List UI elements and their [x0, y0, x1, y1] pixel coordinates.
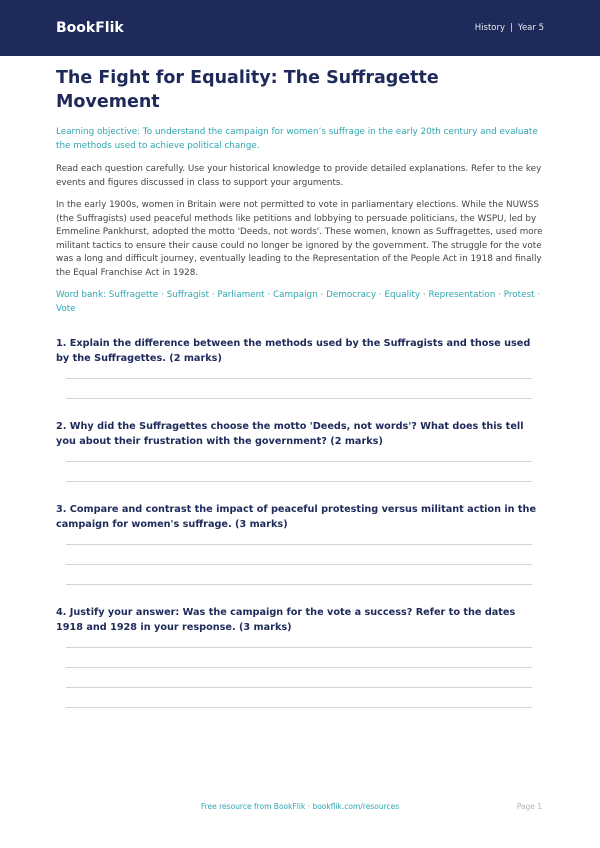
worksheet-content — [56, 64, 544, 727]
question-block — [56, 419, 544, 482]
brand-logo[interactable]: BookFlik — [56, 20, 124, 36]
subject-label: History — [474, 23, 506, 33]
question-list — [56, 336, 544, 708]
question-text: 2. Why did the Suffragettes choose the motto 'Deeds, not words'? What does this tell you about their frustration with the government? (2 marks) — [56, 421, 524, 447]
page-title: The Fight for Equality: The Suffragette Movement — [56, 68, 439, 112]
footer — [0, 802, 600, 816]
word-bank: Word bank: Suffragette · Suffragist · Parliament · Campaign · Democracy · Equality · Representation · Protest · Vote — [56, 290, 541, 314]
answer-line[interactable] — [66, 707, 532, 708]
question-block — [56, 336, 544, 399]
answer-lines[interactable] — [56, 544, 544, 585]
year-label: Year 5 — [517, 23, 544, 33]
answer-line[interactable] — [66, 398, 532, 399]
header-bar — [0, 0, 600, 56]
answer-line[interactable] — [66, 667, 532, 668]
header-meta — [475, 23, 544, 33]
footer-link[interactable]: Free resource from BookFlik · bookflik.com/resources — [200, 802, 400, 811]
question-text: 3. Compare and contrast the impact of peaceful protesting versus militant action in the campaign for women's suffrage. (3 marks) — [56, 504, 537, 530]
answer-line[interactable] — [66, 544, 532, 545]
answer-lines[interactable] — [56, 378, 544, 399]
question-block — [56, 605, 544, 708]
instructions-paragraph: Read each question carefully. Use your historical knowledge to provide detailed explanations. Refer to the key events and figures discussed in class to support your arguments. — [56, 164, 542, 188]
question-block — [56, 502, 544, 585]
learning-objective: Learning objective: To understand the campaign for women’s suffrage in the early 20th century and evaluate the methods used to achieve political change. — [56, 127, 538, 151]
question-text: 4. Justify your answer: Was the campaign for the vote a success? Refer to the dates 1918 and 1928 in your response. (3 marks) — [56, 607, 516, 633]
answer-line[interactable] — [66, 647, 532, 648]
answer-line[interactable] — [66, 461, 532, 462]
answer-line[interactable] — [66, 481, 532, 482]
answer-line[interactable] — [66, 584, 532, 585]
meta-separator: | — [510, 23, 513, 33]
page-number: Page 1 — [516, 802, 542, 811]
answer-line[interactable] — [66, 687, 532, 688]
question-text: 1. Explain the difference between the methods used by the Suffragists and those used by the Suffragettes. (2 marks) — [56, 338, 531, 364]
context-paragraph: In the early 1900s, women in Britain were not permitted to vote in parliamentary elections. While the NUWSS (the Suffragists) used peaceful methods like petitions and lobbying to persuade politicians, the WSPU, led by Emmeline Pankhurst, adopted the motto 'Deeds, not words'. These women, known as Suffragettes, used more militant tactics to ensure their cause could no longer be ignored by the government. The struggle for the vote was a long and difficult journey, eventually leading to the Representation of the People Act in 1918 and finally the Equal Franchise Act in 1928. — [56, 200, 543, 278]
answer-line[interactable] — [66, 564, 532, 565]
answer-line[interactable] — [66, 378, 532, 379]
answer-lines[interactable] — [56, 647, 544, 708]
answer-lines[interactable] — [56, 461, 544, 482]
